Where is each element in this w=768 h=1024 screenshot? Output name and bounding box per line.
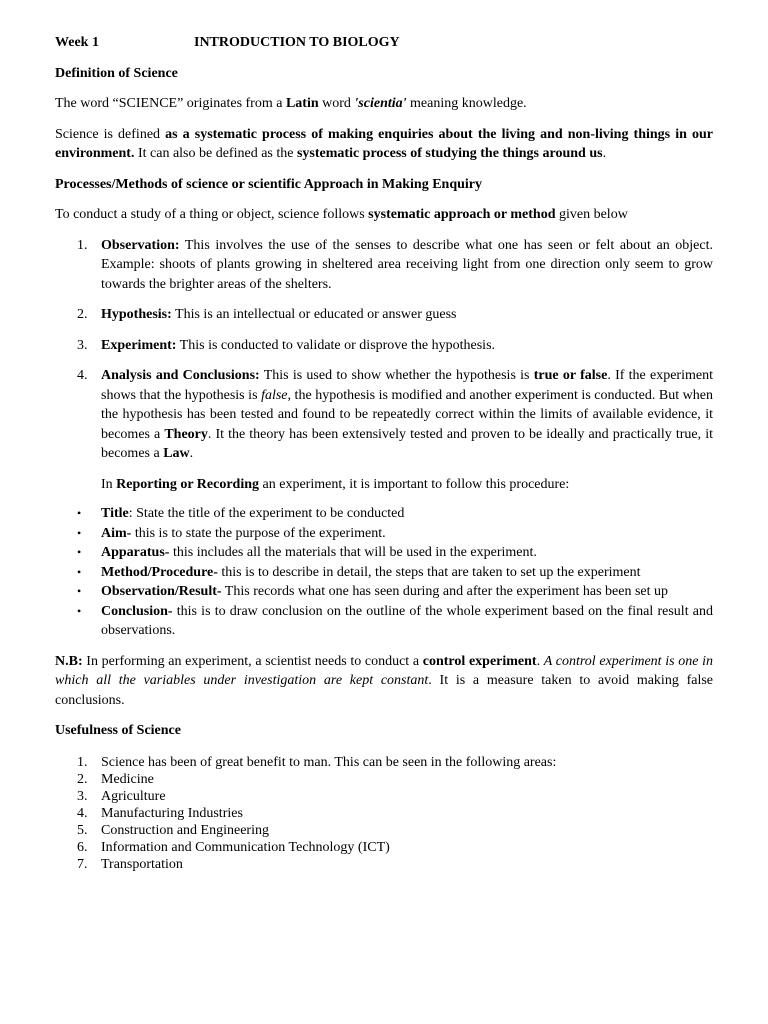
processes-intro: To conduct a study of a thing or object, science follows systematic approach or method given below	[55, 207, 628, 222]
origin-paragraph: The word “SCIENCE” originates from a Latin word 'scientia' meaning knowledge.	[55, 96, 527, 111]
list-item: • Observation/Result- This records what one has seen during and after the experiment has been set up	[55, 582, 713, 602]
bullet-icon: •	[77, 584, 82, 598]
title-row	[55, 33, 713, 53]
list-item: • Aim- this is to state the purpose of the experiment.	[55, 524, 713, 544]
reporting-paragraph: In Reporting or Recording an experiment, it is important to follow this procedure:	[101, 476, 570, 492]
bullet-icon: •	[77, 545, 82, 559]
list-item: 1. Observation: This involves the use of the senses to describe what one has seen or felt about an object. Example: shoots of plants growing in sheltered area receiving light from one direction only seem to grow towards the brighter areas of the shelters.	[77, 237, 713, 292]
document-body	[55, 33, 713, 873]
reporting-bullet-list	[55, 504, 713, 641]
definition-heading: Definition of Science	[55, 65, 178, 81]
list-item: 3. Experiment: This is conducted to validate or disprove the hypothesis.	[77, 337, 496, 353]
list-item: 6. Information and Communication Technology (ICT)	[77, 839, 390, 855]
processes-heading: Processes/Methods of science or scientific Approach in Making Enquiry	[55, 176, 482, 192]
list-item: • Title: State the title of the experiment to be conducted	[55, 504, 713, 524]
usefulness-heading: Usefulness of Science	[55, 723, 181, 738]
list-item: • Apparatus- this includes all the materials that will be used in the experiment.	[55, 543, 713, 563]
list-item: 4. Analysis and Conclusions: This is used to show whether the hypothesis is true or false. If the experiment shows that the hypothesis is false, the hypothesis is modified and another experiment is conducted. But when the hypothesis has been tested and found to be repeatedly correct within the limits of available evidence, it becomes a Theory. It the theory has been extensively tested and proven to be ideally and practically true, it becomes a Law.	[77, 368, 713, 461]
list-item: 5. Construction and Engineering	[77, 822, 269, 838]
list-item: 7. Transportation	[77, 856, 183, 872]
list-item: 2. Medicine	[77, 771, 154, 787]
list-item: 1. Science has been of great benefit to man. This can be seen in the following areas:	[77, 754, 557, 770]
usefulness-list	[55, 754, 713, 873]
list-item: 2. Hypothesis: This is an intellectual or educated or answer guess	[77, 307, 457, 322]
list-item: 4. Manufacturing Industries	[77, 805, 243, 821]
list-item: • Conclusion- this is to draw conclusion on the outline of the whole experiment based on the final result and observations.	[77, 603, 713, 638]
list-item: 3. Agriculture	[77, 788, 166, 804]
bullet-icon: •	[77, 564, 82, 579]
definition-paragraph: Science is defined as a systematic process of making enquiries about the living and non-living things in our environment. It can also be defined as the systematic process of studying the things around us.	[55, 126, 713, 161]
week-label: Week 1	[55, 35, 99, 50]
bullet-icon: •	[77, 506, 82, 520]
bullet-icon: •	[77, 603, 82, 618]
bullet-icon: •	[77, 525, 82, 540]
process-steps-list	[55, 236, 713, 464]
list-item: • Method/Procedure- this is to describe in detail, the steps that are taken to set up the experiment	[55, 563, 713, 583]
nb-paragraph: N.B: In performing an experiment, a scientist needs to conduct a control experiment. A control experiment is one in which all the variables under investigation are kept constant. It is a measure taken to avoid making false conclusions.	[55, 653, 714, 708]
document-title: INTRODUCTION TO BIOLOGY	[194, 35, 400, 50]
